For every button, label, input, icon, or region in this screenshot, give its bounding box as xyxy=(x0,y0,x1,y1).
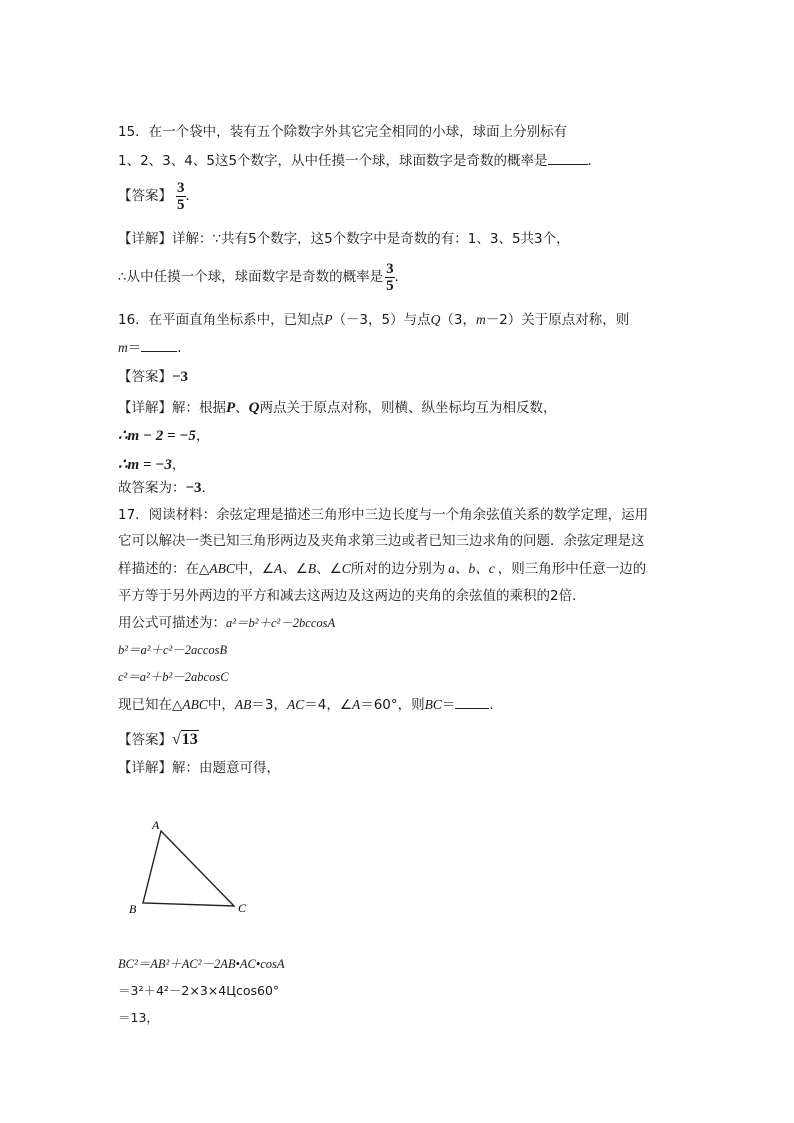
answer-blank xyxy=(455,695,489,709)
q17-question xyxy=(118,695,503,714)
q17-answer xyxy=(118,731,199,749)
q17-text: 所对的边分别为 xyxy=(350,561,446,577)
q16-text: ＝ xyxy=(127,340,142,356)
triangle-name: ABC xyxy=(182,697,208,712)
q17-detail xyxy=(118,759,280,777)
formula-c: c²＝a²＋b²－2abcosC xyxy=(118,670,229,684)
q16-text: ． xyxy=(177,340,191,356)
sqrt-radicand: 13 xyxy=(181,731,198,748)
final-label: 故答案为： xyxy=(118,480,186,496)
answer-fraction xyxy=(176,180,186,213)
side-vars: a、b、c xyxy=(448,561,495,576)
q17-text: 中， xyxy=(207,697,235,713)
q15-detail2 xyxy=(118,258,408,296)
math-step: ∴m = −3 xyxy=(118,457,172,473)
var-m: m xyxy=(118,340,128,355)
detail-text: 解：由题意可得， xyxy=(172,760,280,776)
q17-text: ＝ xyxy=(441,697,456,713)
q16-step2 xyxy=(118,456,185,474)
angle-a: A xyxy=(274,561,283,576)
calc-line3: ＝13， xyxy=(118,1010,159,1025)
q17-line1: 17．阅读材料：余弦定理是描述三角形中三边长度与一个角余弦值关系的数学定理，运用 xyxy=(118,507,649,523)
q17-text: ＝60°，则 xyxy=(360,697,425,713)
detail-end: ． xyxy=(394,269,409,285)
q17-line2: 它可以解决一类已知三角形两边及夹角求第三边或者已知三边求角的问题．余弦定理是这 xyxy=(118,533,645,549)
point-p: P xyxy=(324,312,333,327)
angle-c: C xyxy=(341,561,351,576)
vertex-label-c: C xyxy=(238,901,247,915)
vertex-label-a: A xyxy=(152,818,160,832)
answer-blank xyxy=(141,338,177,352)
q15-line1: 15．在一个袋中，装有五个除数字外其它完全相同的小球，球面上分别标有 xyxy=(118,124,568,140)
sqrt-sign: √ xyxy=(172,731,181,748)
detail-label: 【详解】 xyxy=(118,400,172,416)
q17-text: ． xyxy=(489,697,503,713)
triangle-figure xyxy=(118,815,268,920)
q17-line4: 平方等于另外两边的平方和减去这两边及这两边的夹角的余弦值的乘积的2倍． xyxy=(118,588,586,604)
side-ab: AB xyxy=(234,697,252,712)
var-m: m xyxy=(475,312,486,327)
detail-text: ∴从中任摸一个球，球面数字是奇数的概率是 xyxy=(118,269,384,285)
q15-line2 xyxy=(118,151,601,170)
side-ac: AC xyxy=(286,697,305,712)
angle-b: B xyxy=(307,561,317,576)
calc-glyph: Ц xyxy=(226,983,236,998)
final-value: −3 xyxy=(185,480,202,496)
triangle-name: ABC xyxy=(209,561,235,576)
answer-label: 【答案】 xyxy=(118,732,172,748)
answer-label: 【答案】 xyxy=(118,369,172,385)
point-q: Q xyxy=(248,400,260,416)
fraction-denominator: 5 xyxy=(177,196,185,213)
answer-blank xyxy=(548,151,588,165)
detail-text: 详解：∵共有5个数字，这5个数字中是奇数的有：1、3、5共3个， xyxy=(172,231,570,247)
q17-text: 中，∠ xyxy=(234,561,274,577)
formula-a: a²＝b²＋c²－2bccosA xyxy=(226,616,336,630)
calc-text: cos60° xyxy=(235,983,280,998)
q15-answer xyxy=(118,178,199,214)
q15-line2-text: 1、2、3、4、5这5个数字，从中任摸一个球，球面数字是奇数的概率是 xyxy=(118,153,548,169)
fraction-numerator: 3 xyxy=(386,260,394,277)
q17-text: 、∠ xyxy=(282,561,308,577)
q16-detail1 xyxy=(118,399,557,417)
q16-text: －2）关于原点对称，则 xyxy=(485,312,630,328)
point-q: Q xyxy=(430,312,441,327)
step-end: ， xyxy=(195,428,210,444)
detail-fraction xyxy=(385,261,395,294)
q17-formula-intro xyxy=(118,614,335,632)
formula-b: b²＝a²＋c²－2accosB xyxy=(118,643,228,657)
calc-line2 xyxy=(118,982,279,1000)
step-end: ， xyxy=(171,457,186,473)
formula-intro: 用公式可描述为： xyxy=(118,615,226,631)
fraction-numerator: 3 xyxy=(177,179,185,196)
q16-line1 xyxy=(118,311,629,329)
answer-sqrt xyxy=(172,730,199,748)
q17-text: ，则三角形中任意一边的 xyxy=(497,561,647,577)
vertex-label-b: B xyxy=(129,902,137,916)
final-end: ． xyxy=(201,480,216,496)
q17-text: 现已知在△ xyxy=(118,697,183,713)
fraction-denominator: 5 xyxy=(386,277,394,294)
math-step: ∴m − 2 = −5 xyxy=(118,428,196,444)
q16-final xyxy=(118,479,215,497)
answer-value: −3 xyxy=(172,369,189,385)
detail-label: 【详解】 xyxy=(118,231,172,247)
triangle-abc xyxy=(143,831,234,906)
q17-text: ＝3， xyxy=(251,697,287,713)
q16-text: （3， xyxy=(440,312,476,328)
q15-detail1 xyxy=(118,230,570,248)
detail-label: 【详解】 xyxy=(118,760,172,776)
detail-text: 两点关于原点对称，则横、纵坐标均互为相反数， xyxy=(259,400,557,416)
angle-a: A xyxy=(351,697,361,712)
answer-label: 【答案】 xyxy=(118,188,172,204)
detail-text: 、 xyxy=(235,400,249,416)
q16-answer xyxy=(118,368,188,386)
q15-line2-end: ． xyxy=(587,153,602,169)
side-bc: BC xyxy=(424,697,442,712)
q16-line2 xyxy=(118,338,191,357)
q17-text: ＝4，∠ xyxy=(304,697,352,713)
q17-text: 样描述的：在△ xyxy=(118,561,210,577)
detail-text: 解：根据 xyxy=(172,400,226,416)
q17-line3 xyxy=(118,560,646,578)
point-p: P xyxy=(226,400,236,416)
answer-end: ． xyxy=(185,188,199,204)
calc-text: ＝3²＋4²－2×3×4 xyxy=(118,983,227,998)
q16-step1 xyxy=(118,427,209,445)
q17-text: 、∠ xyxy=(316,561,342,577)
q16-text: 16．在平面直角坐标系中，已知点 xyxy=(118,312,325,328)
q16-text: （－3，5）与点 xyxy=(332,312,431,328)
calc-line1: BC²＝AB²＋AC²－2AB•AC•cosA xyxy=(118,957,285,971)
